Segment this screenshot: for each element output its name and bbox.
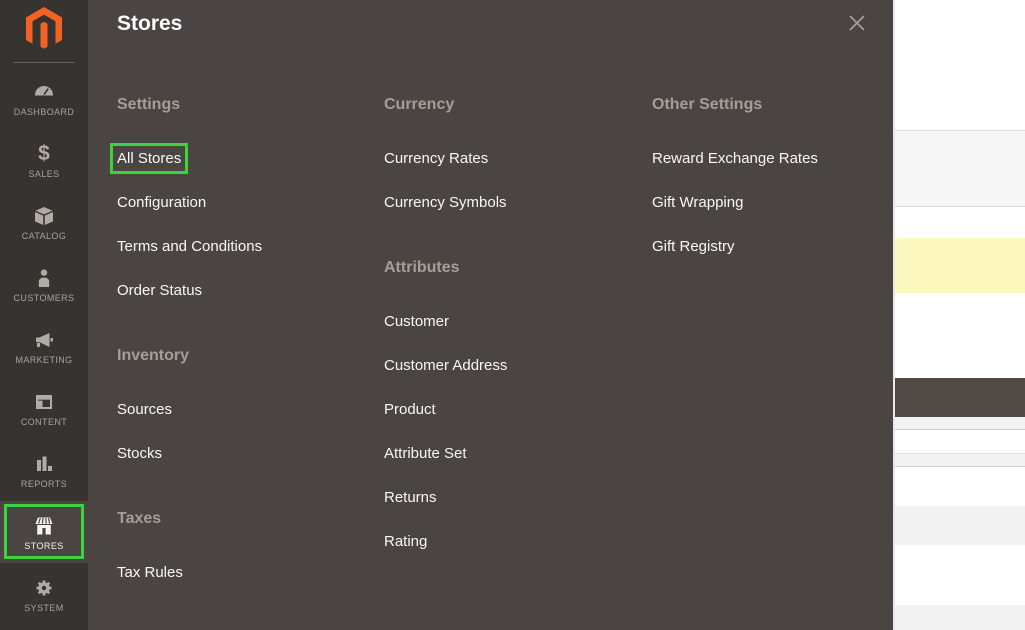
sidebar-item-label: REPORTS [20,478,68,489]
flyout-column-other-settings [652,95,902,302]
sidebar-divider [13,62,75,63]
page-row-spacer [895,293,1025,378]
menu-item-rating[interactable]: Rating [384,533,428,550]
sidebar-item-label: MARKETING [15,354,73,365]
page-row-highlighted-row [895,238,1025,293]
sidebar-item-catalog[interactable] [0,191,88,253]
section-header-settings: Settings [117,96,181,113]
menu-item-all-stores[interactable] [117,149,367,168]
menu-section-taxes [117,509,367,582]
sidebar-item-label: CUSTOMERS [13,292,75,303]
flyout-column-currency [384,95,634,597]
menu-item-reward-exchange-rates[interactable]: Reward Exchange Rates [652,150,818,167]
sales-icon: $ [38,141,50,165]
section-header-other-settings: Other Settings [652,96,763,113]
menu-item-product[interactable]: Product [384,401,436,418]
sidebar-item-marketing[interactable] [0,315,88,377]
menu-item-configuration[interactable]: Configuration [117,194,207,211]
page-row-grid-row [895,506,1025,545]
menu-section-inventory [117,346,367,463]
sidebar-item-dashboard[interactable] [0,67,88,129]
page-row-grid-row [895,545,1025,605]
page-row-grid-row [895,605,1025,630]
page-row-grid-row [895,467,1025,506]
menu-item-attribute-set[interactable]: Attribute Set [384,445,467,462]
all-stores-highlight: All Stores [117,150,182,167]
page-row-header-area [895,0,1025,130]
menu-item-terms-and-conditions[interactable]: Terms and Conditions [117,238,263,255]
sidebar-item-sales[interactable] [0,129,88,191]
menu-section-other-settings [652,95,902,256]
page-row-grid-row [895,430,1025,454]
menu-item-sources[interactable]: Sources [117,401,173,418]
menu-item-gift-wrapping[interactable]: Gift Wrapping [652,194,744,211]
sidebar-item-customers[interactable] [0,253,88,315]
sidebar-item-label: SYSTEM [24,602,64,613]
page-row-spacer [895,207,1025,238]
system-icon [32,576,56,600]
reports-icon [32,452,56,476]
sidebar-item-label: STORES [24,540,64,551]
stores-flyout-menu [88,0,893,630]
magento-logo[interactable] [0,7,88,54]
sidebar-nav [0,67,88,625]
menu-section-currency [384,95,634,212]
close-icon[interactable] [847,13,867,33]
page-row-filter-panel [895,130,1025,207]
customers-icon [32,266,56,290]
section-header-taxes: Taxes [117,510,162,527]
magento-logo-icon [26,7,62,49]
admin-sidebar [0,0,88,630]
sidebar-item-label: CATALOG [21,230,67,241]
sidebar-item-label: CONTENT [20,416,68,427]
page-row-grid-header-bar [895,378,1025,417]
menu-section-attributes [384,258,634,551]
menu-item-customer-address[interactable]: Customer Address [384,357,508,374]
menu-item-currency-rates[interactable]: Currency Rates [384,150,489,167]
sidebar-item-label: SALES [28,168,60,179]
sidebar-item-content[interactable] [0,377,88,439]
menu-item-order-status[interactable]: Order Status [117,282,203,299]
sidebar-item-stores[interactable] [0,501,88,563]
menu-item-customer[interactable]: Customer [384,313,450,330]
content-icon [32,390,56,414]
marketing-icon [32,328,56,352]
menu-section-settings [117,95,367,300]
catalog-icon [32,204,56,228]
menu-item-returns[interactable]: Returns [384,489,437,506]
background-page-sliver [893,0,1025,630]
dashboard-icon [32,80,56,104]
sidebar-item-label: DASHBOARD [13,106,75,117]
flyout-title: Stores [117,12,183,35]
menu-item-currency-symbols[interactable]: Currency Symbols [384,194,507,211]
sidebar-item-reports[interactable] [0,439,88,501]
stores-icon [31,514,57,538]
sidebar-item-system[interactable] [0,563,88,625]
menu-item-tax-rules[interactable]: Tax Rules [117,564,183,581]
section-header-attributes: Attributes [384,259,460,276]
menu-item-stocks[interactable]: Stocks [117,445,163,462]
flyout-column-settings [117,95,367,628]
section-header-inventory: Inventory [117,347,190,364]
page-row-grid-row [895,454,1025,467]
page-row-grid-row [895,417,1025,430]
section-header-currency: Currency [384,96,455,113]
menu-item-gift-registry[interactable]: Gift Registry [652,238,735,255]
